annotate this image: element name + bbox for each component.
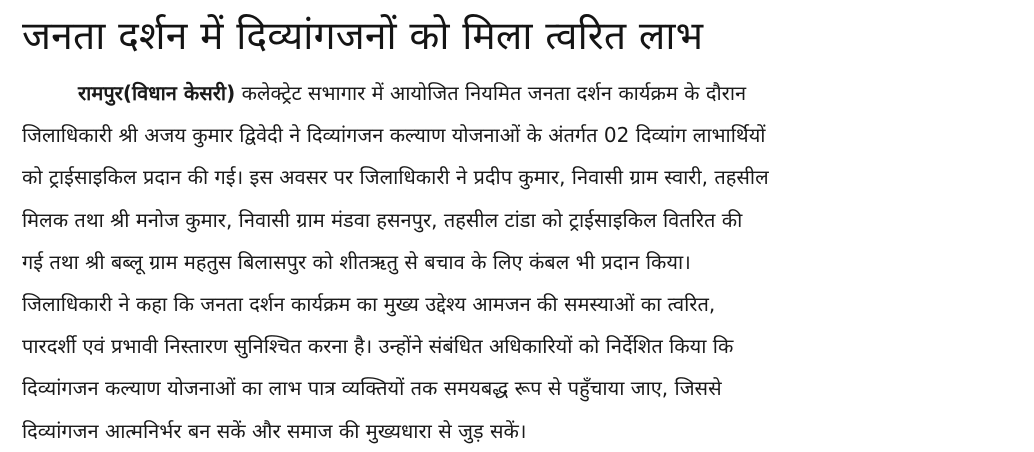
article-line-7: पारदर्शी एवं प्रभावी निस्तारण सुनिश्चित करना है। उन्होंने संबंधित अधिकारियों को निर्देशित किया कि — [22, 334, 734, 359]
article-line-6: जिलाधिकारी ने कहा कि जनता दर्शन कार्यक्रम का मुख्य उद्देश्य आमजन की समस्याओं का त्वरित, — [22, 291, 716, 316]
article-line-4: मिलक तथा श्री मनोज कुमार, निवासी ग्राम मंडवा हसनपुर, तहसील टांडा को ट्राईसाइकिल वितरित की — [22, 207, 743, 232]
article-line-9: दिव्यांगजन आत्मनिर्भर बन सकें और समाज की मुख्यधारा से जुड़ सकें। — [22, 418, 527, 443]
headline: जनता दर्शन में दिव्यांगजनों को मिला त्वरित लाभ — [22, 14, 704, 59]
article-line-2: जिलाधिकारी श्री अजय कुमार द्विवेदी ने दिव्यांगजन कल्याण योजनाओं के अंतर्गत 02 दिव्यांग लाभार्थियों — [22, 123, 766, 148]
dateline: रामपुर(विधान केसरी) — [78, 81, 236, 105]
article-line-1 — [22, 72, 1017, 114]
article-line-1-text: कलेक्ट्रेट सभागार में आयोजित नियमित जनता दर्शन कार्यक्रम के दौरान — [235, 81, 747, 105]
article-line-5: गई तथा श्री बब्लू ग्राम महतुस बिलासपुर को शीतऋतु से बचाव के लिए कंबल भी प्रदान किया। — [22, 249, 691, 274]
article-line-3: को ट्राईसाइकिल प्रदान की गई। इस अवसर पर जिलाधिकारी ने प्रदीप कुमार, निवासी ग्राम स्वारी, तहसील — [22, 165, 769, 190]
article-body — [22, 72, 1017, 452]
article-line-8: दिव्यांगजन कल्याण योजनाओं का लाभ पात्र व्यक्तियों तक समयबद्ध रूप से पहुँचाया जाए, जिससे — [22, 376, 722, 401]
